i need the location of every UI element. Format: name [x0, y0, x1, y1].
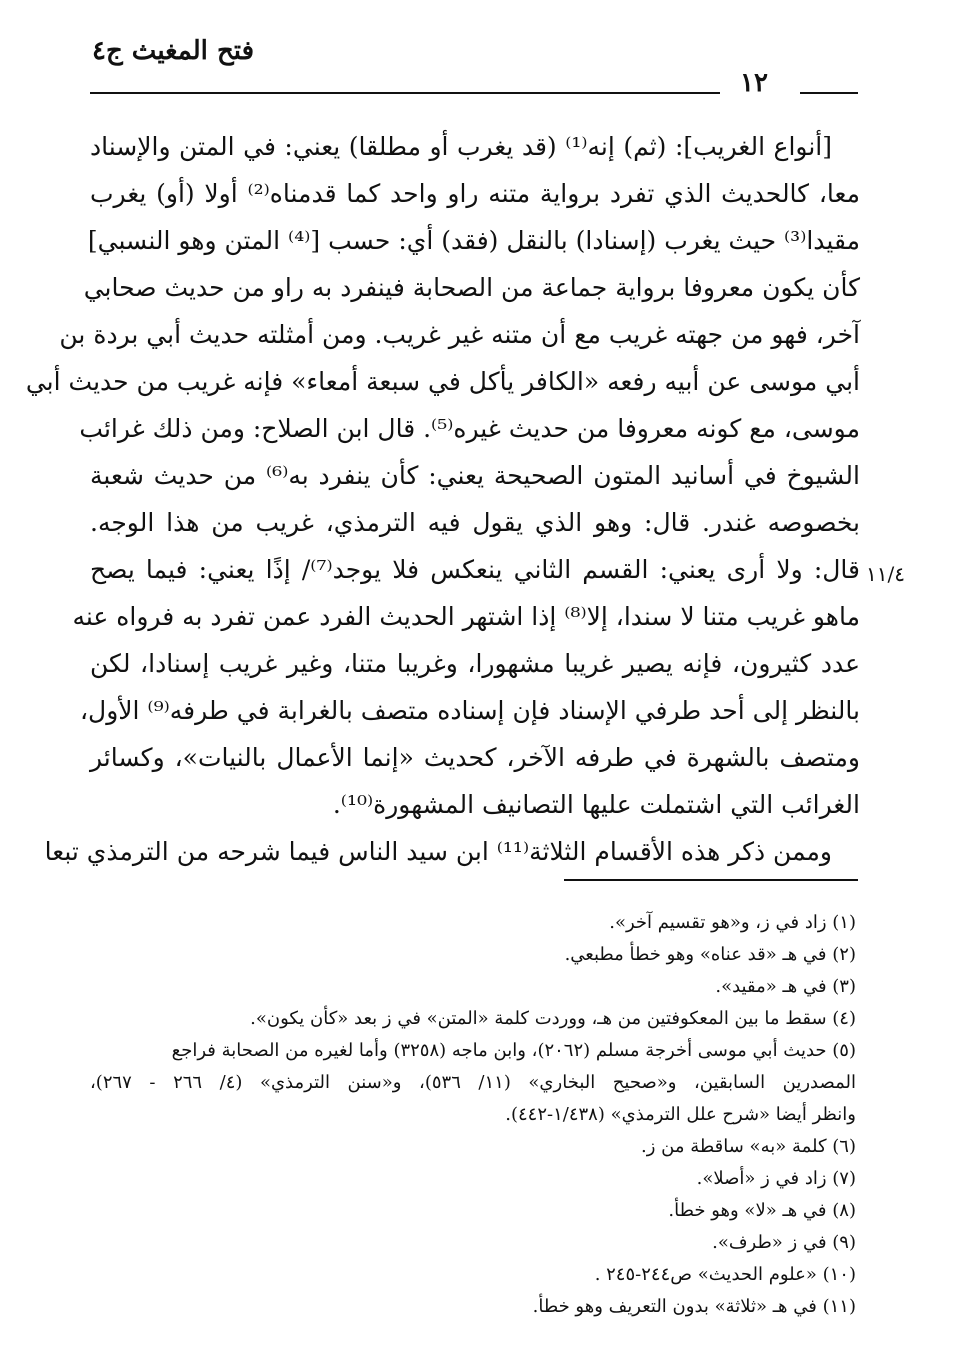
footnote: (١٠) «علوم الحديث» ص٢٤٤-٢٤٥ . — [594, 1264, 856, 1285]
text-line: وممن ذكر هذه الأقسام الثلاثة⁽¹¹⁾ ابن سيد الناس فيما شرحه من الترمذي تبعا — [44, 837, 832, 866]
text-line: الغرائب التي اشتملت عليها التصانيف المشهورة⁽¹⁰⁾. — [332, 790, 860, 819]
footnote-continuation: المصدرين السابقين، و«صحيح البخاري» (١١/ ٥٣٦)، و«سنن الترمذي» (٤/ ٢٦٦ - ٢٦٧)، — [90, 1072, 856, 1093]
text-line: آخر، فهو من جهته غريب مع أن متنه غير غريب. ومن أمثلته حديث أبي بردة بن — [59, 320, 860, 349]
text-line: مقيدا⁽³⁾ حيث يغرب (إسنادا) بالنقل (فقد) أي: حسب [⁽⁴⁾ المتن وهو النسبي] — [87, 226, 860, 255]
page-number: ١٢ — [740, 68, 768, 98]
footnote: (٧) زاد في ز «أصلا». — [696, 1168, 856, 1189]
footnote: (٤) سقط ما بين المعكوفتين من هـ، ووردت كلمة «المتن» في ز بعد «كأن يكون». — [250, 1008, 856, 1029]
header-rule — [90, 92, 720, 94]
footnote-separator — [564, 879, 858, 881]
footnote: (٢) في هـ «قد عناه» وهو خطأ مطبعي. — [564, 944, 856, 965]
footnote: (٩) في ز «طرف». — [712, 1232, 856, 1253]
footnote: (١١) في هـ «ثلاثة» بدون التعريف وهو خطأ. — [532, 1296, 856, 1317]
running-head-book-title: فتح المغيث ج٤ — [92, 36, 255, 66]
text-line: ومتصف بالشهرة في طرفه الآخر، كحديث «إنما الأعمال بالنيات»، وكسائر — [90, 743, 860, 772]
text-line: بالنظر إلى أحد طرفي الإسناد فإن إسناده متصف بالغرابة في طرفه⁽⁹⁾ الأول، — [79, 696, 860, 725]
header-rule-short — [800, 92, 858, 94]
footnote: (٦) كلمة «به» ساقطة من ز. — [641, 1136, 856, 1157]
text-line: ماهو غريب متنا لا سندا، إلا⁽⁸⁾ إذا اشتهر الحديث الفرد عمن تفرد به فرواه عنه — [72, 602, 860, 631]
text-line: معا، كالحديث الذي تفرد برواية متنه راو واحد كما قدمناه⁽²⁾ أولا (أو) يغرب — [90, 179, 860, 208]
footnote-continuation: وانظر أيضا «شرح علل الترمذي» (١/٤٣٨-٤٤٢). — [505, 1104, 856, 1125]
main-text — [25, 123, 860, 875]
text-line: الشيوخ في أسانيد المتون الصحيحة يعني: كأن ينفرد به⁽⁶⁾ من حديث شعبة — [90, 461, 860, 490]
text-line: أبي موسى عن أبيه رفعه «الكافر يأكل في سبعة أمعاء» فإنه غريب من حديث أبي — [25, 367, 860, 396]
footnote: (١) زاد في ز، و«هو تقسيم آخر». — [609, 912, 856, 933]
text-line: [أنواع الغريب]: (ثم) إنه⁽¹⁾ (قد يغرب أو مطلقا) يعني: في المتن والإسناد — [90, 132, 832, 161]
footnote: (٣) في هـ «مقيد». — [715, 976, 856, 997]
margin-page-reference: ١١/٤ — [866, 562, 905, 586]
text-line: كأن يكون معروفا برواية جماعة من الصحابة فينفرد به راو من حديث صحابي — [83, 273, 860, 302]
footnote: (٨) في هـ «لا» وهو خطأ. — [668, 1200, 856, 1221]
text-line: بخصوصه غندر. قال: وهو الذي يقول فيه الترمذي، غريب من هذا الوجه. — [90, 508, 860, 537]
text-line: قال: ولا أرى يعني: القسم الثاني ينعكس فلا يوجد⁽⁷⁾/ إذًا يعني: فيما يصح — [90, 555, 860, 584]
text-line: موسى، مع كونه معروفا من حديث غيره⁽⁵⁾. قال ابن الصلاح: ومن ذلك غرائب — [79, 414, 860, 443]
footnotes — [90, 907, 856, 1323]
text-line: عدد كثيرون، فإنه يصير غريبا مشهورا، وغريبا متنا، وغير غريب إسنادا، لكن — [90, 649, 860, 678]
footnote: (٥) حديث أبي موسى أخرجة مسلم (٢٠٦٢)، وابن ماجه (٣٢٥٨) وأما لغيره من الصحابة فراجع — [171, 1040, 856, 1061]
